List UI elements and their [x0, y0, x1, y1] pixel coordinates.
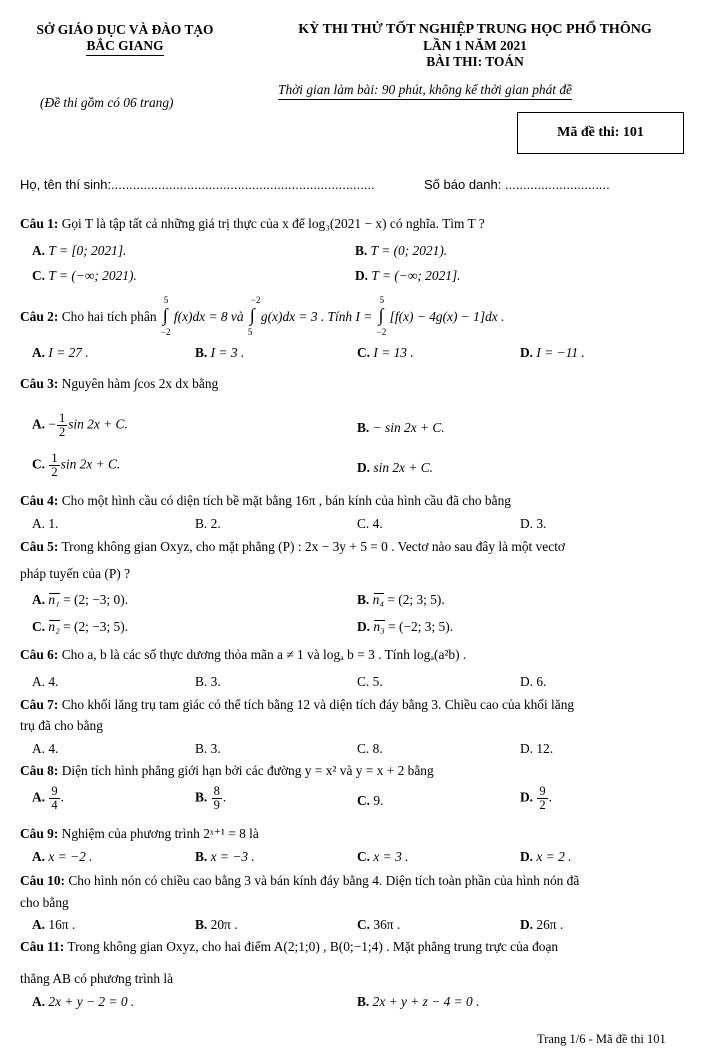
- question-5: Câu 5: Trong không gian Oxyz, cho mặt phẳng (P) : 2x − 3y + 5 = 0 . Vectơ nào sau đây là một vectơ: [20, 539, 565, 554]
- q10-option-c: C. 36π .: [357, 917, 401, 932]
- candidate-name-field: Họ, tên thí sinh:.........................................................................: [20, 177, 375, 192]
- q6-option-c: C. 5.: [357, 674, 383, 689]
- q10-option-d: D. 26π .: [520, 917, 564, 932]
- question-7-cont: trụ đã cho bằng: [20, 718, 103, 733]
- q8-option-a: A. $\frac{9}{4}$ .: [32, 784, 64, 813]
- q6-option-b: B. 3.: [195, 674, 221, 689]
- integral-sign: ∫ −2 5: [247, 295, 261, 337]
- exam-code: Mã đề thi: 101: [557, 125, 644, 140]
- candidate-id-field: Số báo danh: .............................: [424, 177, 610, 192]
- q6-option-a: A. 4.: [32, 674, 59, 689]
- q3-option-a: A. − $\frac{1}{2}$ sin 2x + C.: [32, 411, 128, 440]
- q5-option-d: D. n₃ = (−2; 3; 5).: [357, 619, 454, 634]
- q8-option-c: C. 9.: [357, 793, 384, 808]
- q8-option-d: D. $\frac{9}{2}$ .: [520, 784, 552, 813]
- q11-option-a: A. 2x + y − 2 = 0 .: [32, 994, 135, 1009]
- q2-option-b: B. I = 3 .: [195, 345, 245, 360]
- q7-option-b: B. 3.: [195, 741, 221, 756]
- department-line2: BẮC GIANG: [86, 38, 163, 56]
- q9-option-b: B. x = −3 .: [195, 849, 255, 864]
- time-note: Thời gian làm bài: 90 phút, không kể thời gian phát đề: [278, 82, 572, 100]
- q1-option-c: C. T = (−∞; 2021).: [32, 268, 137, 283]
- q6-option-d: D. 6.: [520, 674, 547, 689]
- question-1: [20, 216, 485, 232]
- question-7: Câu 7: Cho khối lăng trụ tam giác có thể tích bằng 12 và diện tích đáy bằng 3. Chiều cao của khối lăng: [20, 697, 575, 712]
- q7-option-c: C. 8.: [357, 741, 383, 756]
- q2-option-a: A. I = 27 .: [32, 345, 89, 360]
- department-block: [10, 22, 240, 56]
- q9-option-d: D. x = 2 .: [520, 849, 572, 864]
- q7-option-a: A. 4.: [32, 741, 59, 756]
- question-label: Câu 1:: [20, 216, 59, 231]
- q5-option-b: B. n₄ = (2; 3; 5).: [357, 592, 445, 607]
- question-3: Câu 3: Nguyên hàm ∫cos 2x dx bằng: [20, 376, 219, 391]
- q9-option-a: A. x = −2 .: [32, 849, 93, 864]
- q8-option-b: B. $\frac{8}{9}$ .: [195, 784, 227, 813]
- question-2: Câu 2: Cho hai tích phân ∫ 5 −2 f(x)dx = 8 và ∫ −2 5 g(x)dx = 3 . Tính I = ∫ 5 −2 [f(x) − 4g(x) − 1]dx .: [20, 295, 505, 337]
- question-11-cont: thẳng AB có phương trình là: [20, 971, 174, 986]
- exam-header: [240, 22, 710, 70]
- q7-option-d: D. 12.: [520, 741, 554, 756]
- q9-option-c: C. x = 3 .: [357, 849, 409, 864]
- q5-option-c: C. n₂ = (2; −3; 5).: [32, 619, 129, 634]
- integral-sign: ∫ 5 −2: [376, 295, 387, 337]
- question-10-cont: cho bằng: [20, 895, 69, 910]
- q10-option-a: A. 16π .: [32, 917, 76, 932]
- q3-option-b: B. − sin 2x + C.: [357, 420, 445, 435]
- q4-option-c: C. 4.: [357, 516, 383, 531]
- question-11: Câu 11: Trong không gian Oxyz, cho hai điểm A(2;1;0) , B(0;−1;4) . Mặt phẳng trung trực của đoạn: [20, 939, 559, 954]
- question-text: Gọi T là tập tất cả những giá trị thực của x để log₃(2021 − x) có nghĩa. Tìm T ?: [61, 216, 485, 231]
- q1-option-a: A. T = [0; 2021].: [32, 243, 127, 258]
- department-line1: SỞ GIÁO DỤC VÀ ĐÀO TẠO: [36, 22, 214, 37]
- question-4: Câu 4: Cho một hình cầu có diện tích bề mặt bằng 16π , bán kính của hình cầu đã cho bằng: [20, 493, 511, 508]
- q1-option-b: B. T = (0; 2021).: [355, 243, 448, 258]
- q4-option-a: A. 1.: [32, 516, 59, 531]
- q2-option-d: D. I = −11 .: [520, 345, 585, 360]
- q10-option-b: B. 20π .: [195, 917, 238, 932]
- question-10: Câu 10: Cho hình nón có chiều cao bằng 3 và bán kính đáy bằng 4. Diện tích toàn phần của hình nón đã: [20, 873, 580, 888]
- exam-title: KỲ THI THỬ TỐT NGHIỆP TRUNG HỌC PHỔ THÔNG: [298, 22, 652, 37]
- q2-option-c: C. I = 13 .: [357, 345, 414, 360]
- question-6: Câu 6: Cho a, b là các số thực dương thỏa mãn a ≠ 1 và logₐ b = 3 . Tính logₐ(a²b) .: [20, 647, 467, 662]
- integral-sign: ∫ 5 −2: [160, 295, 171, 337]
- question-9: Câu 9: Nghiệm của phương trình 2ˣ⁺¹ = 8 là: [20, 826, 259, 841]
- exam-code-box: [517, 112, 684, 154]
- q1-option-d: D. T = (−∞; 2021].: [355, 268, 461, 283]
- q11-option-b: B. 2x + y + z − 4 = 0 .: [357, 994, 480, 1009]
- q4-option-b: B. 2.: [195, 516, 221, 531]
- exam-round: LẦN 1 NĂM 2021: [423, 38, 527, 53]
- pages-note: (Đề thi gồm có 06 trang): [40, 95, 174, 110]
- q3-option-c: C. $\frac{1}{2}$ sin 2x + C.: [32, 451, 121, 480]
- q5-option-a: A. n₁ = (2; −3; 0).: [32, 592, 129, 607]
- exam-subject: BÀI THI: TOÁN: [426, 54, 524, 69]
- q3-option-d: D. sin 2x + C.: [357, 460, 434, 475]
- q4-option-d: D. 3.: [520, 516, 547, 531]
- question-8: Câu 8: Diện tích hình phẳng giới hạn bởi các đường y = x² và y = x + 2 bằng: [20, 763, 434, 778]
- question-5-cont: pháp tuyến của (P) ?: [20, 566, 131, 581]
- page-footer: Trang 1/6 - Mã đề thi 101: [537, 1032, 666, 1046]
